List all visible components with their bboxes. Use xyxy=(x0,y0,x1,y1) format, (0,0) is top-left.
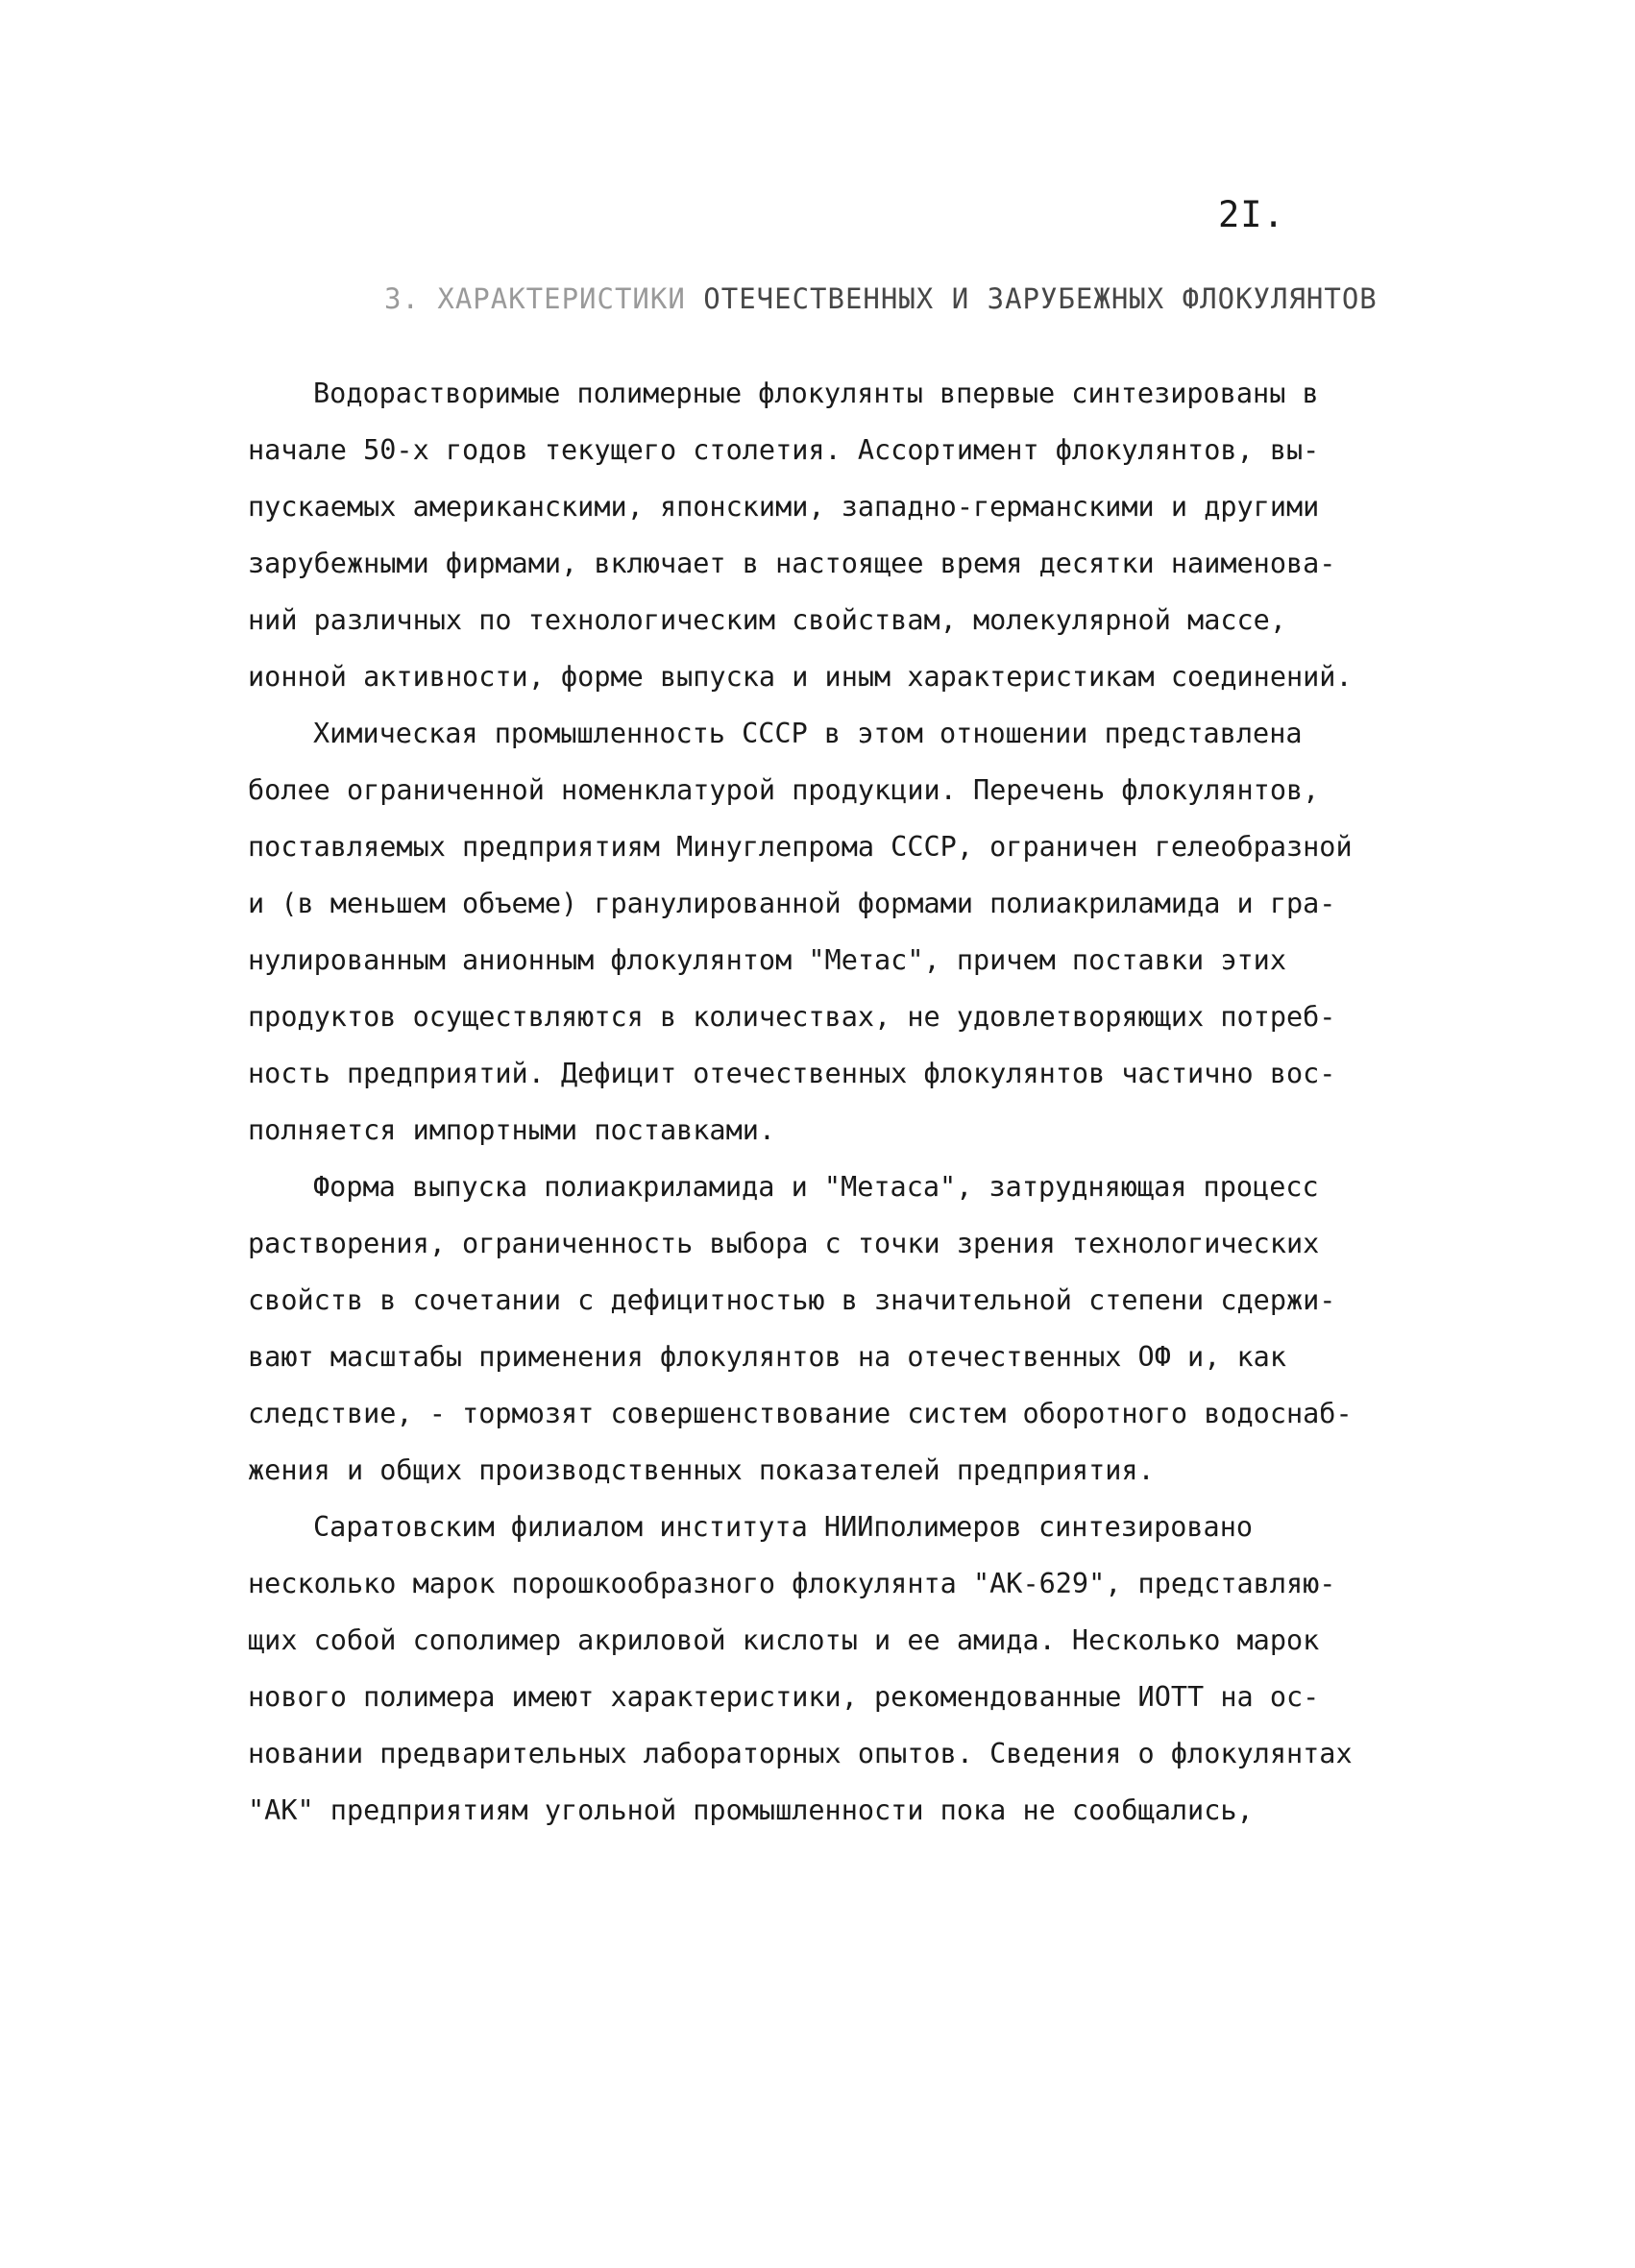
section-heading xyxy=(384,282,1403,315)
text-line: Форма выпуска полиакриламида и "Метаса", затрудняющая процесс xyxy=(313,1171,1319,1203)
text-line: следствие, - тормозят совершенствование систем оборотного водоснаб- xyxy=(248,1398,1353,1429)
text-line: "АК" предприятиям угольной промышленности пока не сообщались, xyxy=(248,1794,1254,1826)
text-line: ность предприятий. Дефицит отечественных флокулянтов частично вос- xyxy=(248,1058,1336,1089)
text-line: полняется импортными поставками. xyxy=(248,1114,776,1146)
text-line: вают масштабы применения флокулянтов на отечественных ОФ и, как xyxy=(248,1341,1286,1373)
text-line: зарубежными фирмами, включает в настоящее время десятки наименова- xyxy=(248,548,1336,579)
text-line: нулированным анионным флокулянтом "Метас", причем поставки этих xyxy=(248,944,1286,976)
text-line: и (в меньшем объеме) гранулированной формами полиакриламида и гра- xyxy=(248,888,1336,919)
text-line: поставляемых предприятиям Минуглепрома СССР, ограничен гелеобразной xyxy=(248,831,1353,863)
body-text xyxy=(248,365,1429,1839)
text-line: растворения, ограниченность выбора с точки зрения технологических xyxy=(248,1228,1320,1259)
page-number: 2I. xyxy=(1218,194,1285,235)
text-line: Водорастворимые полимерные флокулянты впервые синтезированы в xyxy=(313,378,1319,409)
paragraph xyxy=(248,1499,1429,1839)
text-line: щих собой сополимер акриловой кислоты и ее амида. Несколько марок xyxy=(248,1624,1320,1656)
text-line: жения и общих производственных показателей предприятия. xyxy=(248,1454,1155,1486)
section-heading-title-end: ОТЕЧЕСТВЕННЫХ И ЗАРУБЕЖНЫХ ФЛОКУЛЯНТОВ xyxy=(703,282,1378,315)
text-line: свойств в сочетании с дефицитностью в значительной степени сдержи- xyxy=(248,1284,1336,1316)
text-line: новании предварительных лабораторных опытов. Сведения о флокулянтах xyxy=(248,1738,1353,1769)
text-line: Саратовским филиалом института НИИполимеров синтезировано xyxy=(313,1511,1254,1543)
paragraph xyxy=(248,705,1429,1158)
section-heading-number-and-title-start: 3. ХАРАКТЕРИСТИКИ xyxy=(384,282,686,315)
text-line: начале 50-х годов текущего столетия. Ассортимент флокулянтов, вы- xyxy=(248,434,1320,466)
text-line: ионной активности, форме выпуска и иным характеристикам соединений. xyxy=(248,661,1353,693)
paragraph xyxy=(248,365,1429,705)
text-line: ний различных по технологическим свойствам, молекулярной массе, xyxy=(248,604,1286,636)
paragraph xyxy=(248,1158,1429,1499)
text-line: несколько марок порошкообразного флокулянта "АК-629", представляю- xyxy=(248,1568,1336,1599)
text-line: продуктов осуществляются в количествах, не удовлетворяющих потреб- xyxy=(248,1001,1336,1033)
text-line: пускаемых американскими, японскими, западно-германскими и другими xyxy=(248,491,1320,523)
text-line: более ограниченной номенклатурой продукции. Перечень флокулянтов, xyxy=(248,774,1320,806)
text-line: нового полимера имеют характеристики, рекомендованные ИОТТ на ос- xyxy=(248,1681,1320,1713)
text-line: Химическая промышленность СССР в этом отношении представлена xyxy=(313,718,1303,749)
